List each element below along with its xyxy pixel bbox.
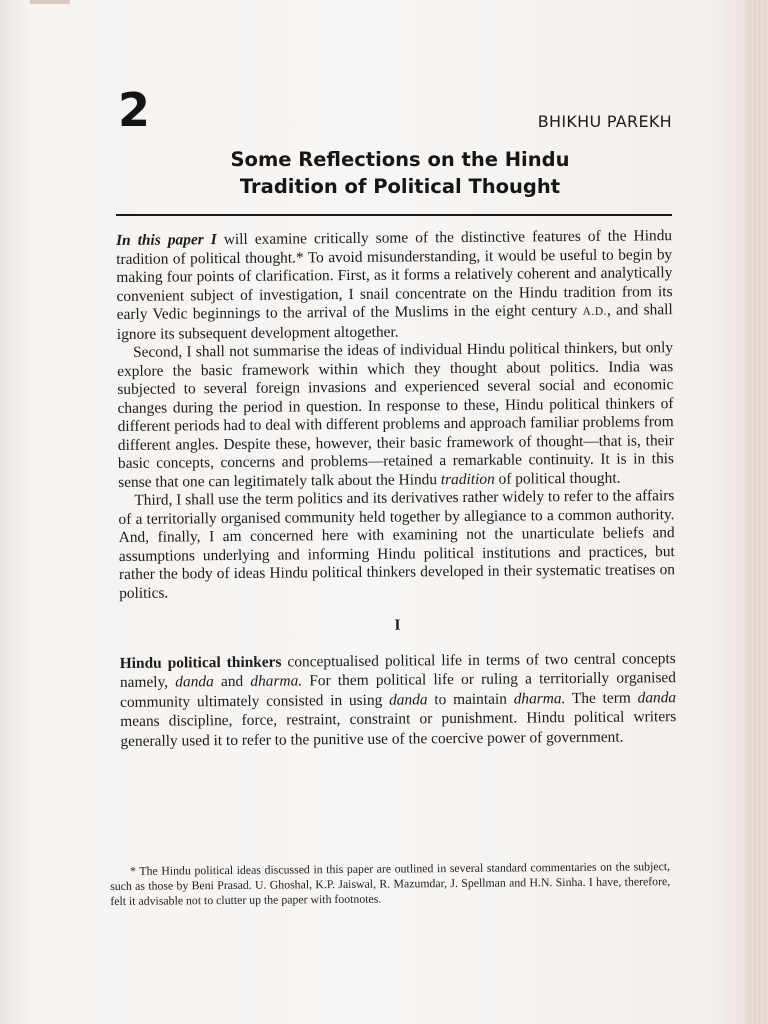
- term-dharma: dharma.: [513, 689, 566, 708]
- paragraph-1-text-a: will examine critically some of the distinctive features of the Hindu tradition of political thought.* To avoid misunderstanding, it would be useful to begin by making four points of clarification. First, as it forms a relatively coherent and analytically convenient subject of investigation, I snail concentrate on the Hindu tradition from its early Vedic beginnings to the arrival of the Muslims in the eight century: [116, 227, 673, 323]
- section-text-f: means discipline, force, restraint, constraint or punishment. Hindu political writers generally used it to refer to the punitive use of the coercive power of government.: [120, 708, 677, 750]
- paragraph-1: [116, 227, 673, 344]
- chapter-title: [150, 146, 650, 200]
- term-dharma: dharma.: [250, 672, 303, 690]
- title-divider: [116, 214, 672, 216]
- chapter-body: [116, 227, 677, 751]
- era-abbreviation: A.D.: [582, 305, 608, 318]
- footnote-text: * The Hindu political ideas discussed in this paper are outlined in several standard commentaries on the subject, such as those by Beni Prasad. U. Ghoshal, K.P. Jaiswal, R. Mazumdar, J. Spellman and H.N. Sinha. I have, therefore, felt it advisable not to clutter up the paper with footnotes.: [110, 859, 671, 908]
- title-line-2: Tradition of Political Thought: [239, 175, 561, 198]
- section-text-a: conceptualised political life in terms of two central concepts namely,: [119, 649, 676, 691]
- section-heading: I: [394, 616, 401, 634]
- paragraph-1-text-b: , and shall ignore its subsequent development altogether.: [116, 301, 673, 343]
- paragraph-3: Third, I shall use the term politics and its derivatives rather widely to refer to the affairs of a territorially organised community held together by allegiance to a common authority. And, finally, I am concerned here with examining not the unarticulate beliefs and assumptions underlying and informing Hindu political institutions and practices, but rather the body of ideas Hindu political thinkers developed in their systematic treatises on politics.: [118, 487, 676, 602]
- paragraph-2-text-a: Second, I shall not summarise the ideas of individual Hindu political thinkers, but only explore the basic framework within which they thought about politics. India was subjected to several foreign invasions and experienced several social and economic changes during the period in question. In response to these, Hindu political thinkers of different periods had to deal with different problems and approach familiar problems from different angles. Despite these, however, their basic framework of thought—that is, their basic concepts, concerns and problems—retained a remarkable continuity. It is in this sense that one can legitimately talk about the Hindu: [117, 339, 675, 491]
- chapter-number: 2: [118, 83, 151, 137]
- term-danda: danda: [637, 688, 677, 706]
- paragraph-1-runin: In this paper I: [116, 231, 217, 249]
- section-text-b: and: [213, 672, 251, 691]
- section-paragraph: [120, 649, 677, 751]
- section-text-c: For them political life or ruling a territorially organised community ultimately consisted in using: [120, 669, 676, 711]
- section-text-d: to maintain: [427, 690, 514, 708]
- footnote: [110, 859, 670, 909]
- term-danda: danda: [175, 673, 214, 691]
- paragraph-2-emphasis: tradition: [440, 470, 495, 488]
- paragraph-2-text-b: of political thought.: [494, 469, 621, 488]
- page-stack-edge: [746, 0, 768, 1024]
- title-line-1: Some Reflections on the Hindu: [230, 148, 570, 171]
- paragraph-2: [117, 339, 674, 492]
- section-text-e: The term: [565, 688, 638, 707]
- section-runin: Hindu political thinkers: [119, 653, 282, 672]
- term-danda: danda: [388, 690, 428, 709]
- author-name: BHIKHU PAREKH: [537, 112, 672, 131]
- page-edge-mark: [30, 0, 70, 4]
